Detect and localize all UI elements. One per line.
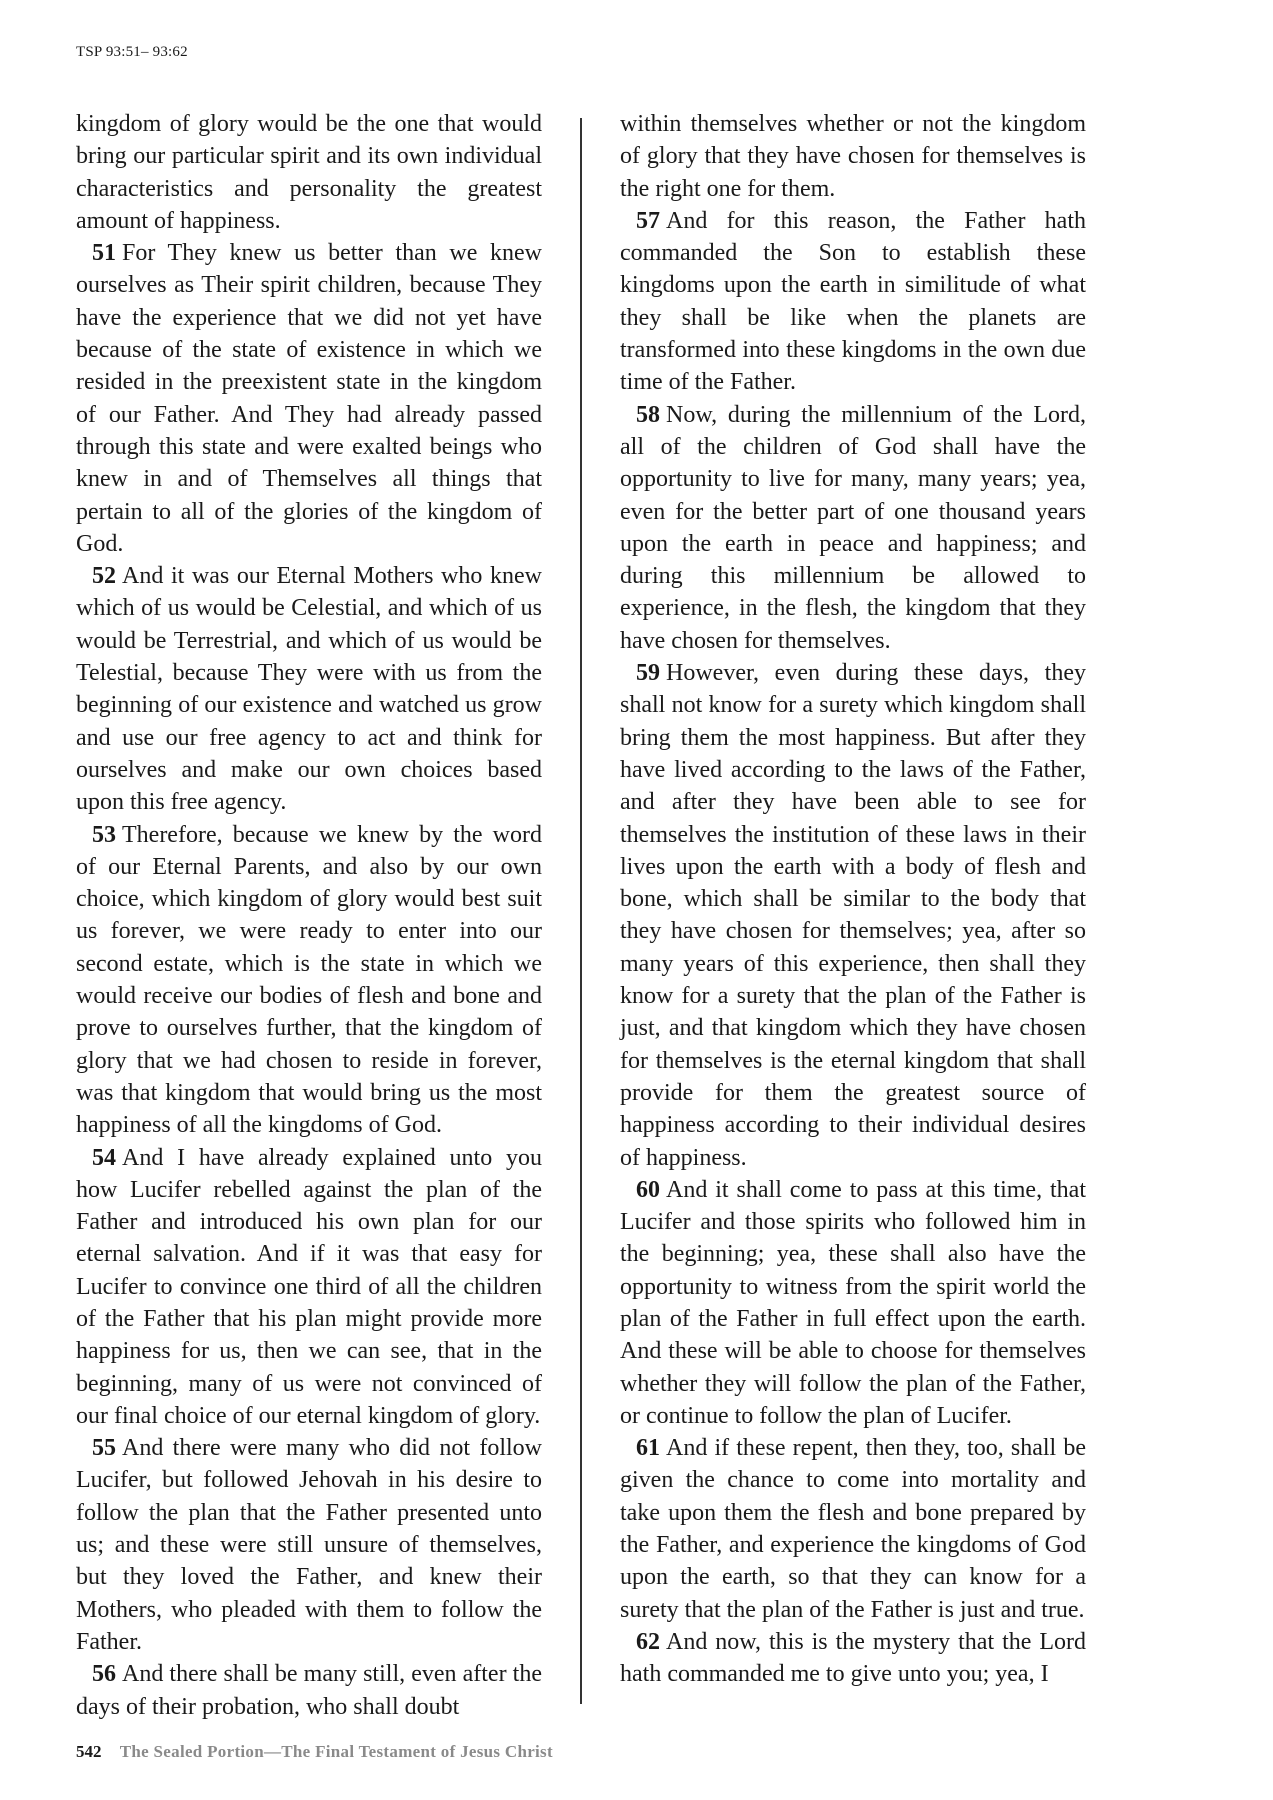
continuation-text: within themselves whether or not the kingdom of glory that they have chosen for themselves is the right one for them. [620, 111, 1086, 202]
continuation-text: kingdom of glory would be the one that would bring our particular spirit and its own individual characteristics and personality the greatest amount of happiness. [76, 111, 542, 234]
verse-62 [620, 1626, 1086, 1691]
verse-59 [620, 657, 1086, 1174]
verse-number: 53 [92, 821, 116, 848]
verse-number: 56 [92, 1661, 116, 1688]
column-divider [580, 118, 582, 1704]
verse-number: 55 [92, 1435, 116, 1462]
verse-text: Therefore, because we knew by the word of our Eternal Parents, and also by our own choice, which kingdom of glory would best suit us forever, we were ready to enter into our second estate, which is the state in which we would receive our bodies of flesh and bone and prove to ourselves further, that the kingdom of glory that we had chosen to reside in forever, was that kingdom that would bring us the most happiness of all the kingdoms of God. [76, 821, 542, 1139]
left-column [76, 108, 542, 1723]
verse-53 [76, 819, 542, 1142]
verse-58 [620, 399, 1086, 657]
verse-number: 60 [636, 1176, 660, 1203]
verse-number: 62 [636, 1628, 660, 1655]
verse-56 [76, 1658, 542, 1723]
verse-text: However, even during these days, they shall not know for a surety which kingdom shall bring them the most happiness. But after they have lived according to the laws of the Father, and after they have been able to see for themselves the institution of these laws in their lives upon the earth with a body of flesh and bone, which shall be similar to the body that they have chosen for themselves; yea, after so many years of this experience, then shall they know for a surety that the plan of the Father is just, and that kingdom which they have chosen for themselves is the eternal kingdom that shall provide for them the greatest source of happiness according to their individual desires of happiness. [620, 660, 1086, 1171]
verse-57 [620, 205, 1086, 399]
verse-61 [620, 1432, 1086, 1626]
verse-55 [76, 1432, 542, 1658]
verse-number: 59 [636, 660, 660, 687]
verse-text: And now, this is the mystery that the Lord hath commanded me to give unto you; yea, I [620, 1628, 1086, 1688]
verse-text: And there were many who did not follow Lucifer, but followed Jehovah in his desire to follow the plan that the Father presented unto us; and these were still unsure of themselves, but they loved the Father, and knew their Mothers, who pleaded with them to follow the Father. [76, 1435, 542, 1655]
verse-54 [76, 1142, 542, 1433]
verse-number: 58 [636, 401, 660, 428]
page-number: 542 [76, 1742, 102, 1761]
page-footer [76, 1742, 553, 1762]
verse-52 [76, 560, 542, 818]
verse-text: And I have already explained unto you how Lucifer rebelled against the plan of the Father and introduced his own plan for our eternal salvation. And if it was that easy for Lucifer to convince one third of all the children of the Father that his plan might provide more happiness for us, then we can see, that in the beginning, many of us were not convinced of our final choice of our eternal kingdom of glory. [76, 1144, 542, 1429]
verse-number: 54 [92, 1144, 116, 1171]
verse-text: And there shall be many still, even after the days of their probation, who shall doubt [76, 1661, 542, 1720]
verse-number: 51 [92, 240, 116, 267]
verse-60 [620, 1174, 1086, 1432]
verse-text: For They knew us better than we knew ourselves as Their spirit children, because They have the experience that we did not yet have because of the state of existence in which we resided in the preexistent state in the kingdom of our Father. And They had already passed through this state and were exalted beings who knew in and of Themselves all things that pertain to all of the glories of the kingdom of God. [76, 240, 542, 557]
verse-number: 57 [636, 207, 660, 234]
verse-text: And it was our Eternal Mothers who knew which of us would be Celestial, and which of us would be Terrestrial, and which of us would be Telestial, because They were with us from the beginning of our existence and watched us grow and use our free agency to act and think for ourselves and make our own choices based upon this free agency. [76, 563, 542, 816]
right-column [620, 108, 1086, 1691]
verse-number: 61 [636, 1435, 660, 1462]
verse-text: And it shall come to pass at this time, that Lucifer and those spirits who followed him in the beginning; yea, these shall also have the opportunity to witness from the spirit world the plan of the Father in full effect upon the earth. And these will be able to choose for themselves whether they will follow the plan of the Father, or continue to follow the plan of Lucifer. [620, 1176, 1086, 1429]
verse-text: And for this reason, the Father hath commanded the Son to establish these kingdoms upon the earth in similitude of what they shall be like when the planets are transformed into these kingdoms in the own due time of the Father. [620, 207, 1086, 396]
book-title: The Sealed Portion—The Final Testament of Jesus Christ [119, 1742, 553, 1761]
verse-text: And if these repent, then they, too, shall be given the chance to come into mortality and take upon them the flesh and bone prepared by the Father, and experience the kingdoms of God upon the earth, so that they can know for a surety that the plan of the Father is just and true. [620, 1435, 1086, 1623]
verse-51 [76, 237, 542, 560]
running-header: TSP 93:51– 93:62 [76, 44, 188, 60]
verse-number: 52 [92, 563, 116, 590]
verse-text: Now, during the millennium of the Lord, all of the children of God shall have the opportunity to live for many, many years; yea, even for the better part of one thousand years upon the earth in peace and happiness; and during this millennium be allowed to experience, in the flesh, the kingdom that they have chosen for themselves. [620, 401, 1086, 654]
